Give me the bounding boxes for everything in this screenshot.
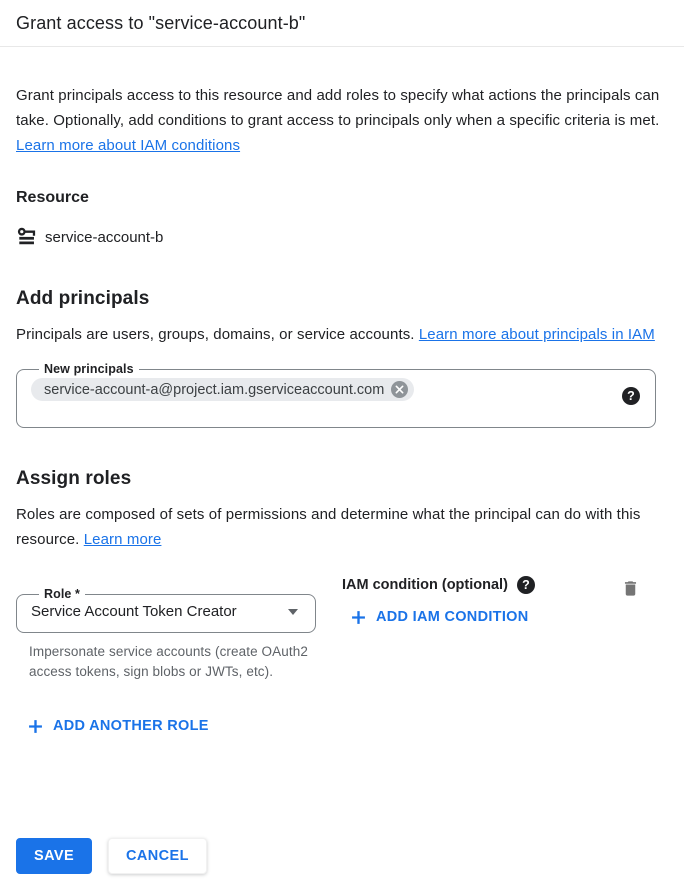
role-selected-value: Service Account Token Creator	[31, 603, 237, 620]
dialog-footer	[16, 838, 207, 874]
principal-chip-text: service-account-a@project.iam.gserviceaccount.com	[44, 381, 385, 398]
help-icon[interactable]: ?	[622, 387, 640, 405]
resource-heading: Resource	[16, 189, 89, 206]
role-label: Role *	[44, 587, 81, 601]
chevron-down-icon	[288, 609, 298, 615]
resource-item	[16, 226, 668, 248]
add-iam-condition-button[interactable]: ADD IAM CONDITION	[351, 609, 529, 625]
intro-text	[16, 83, 668, 158]
role-row	[16, 572, 668, 682]
roles-description: Roles are composed of sets of permissions and determine what the principal can do with this resource. Learn more	[16, 506, 641, 548]
iam-condition-section	[342, 572, 621, 630]
role-description: Impersonate service accounts (create OAuth2 access tokens, sign blobs or JWTs, etc).	[29, 644, 308, 679]
dialog-title: Grant access to "service-account-b"	[16, 13, 306, 33]
principal-chip	[31, 378, 414, 401]
iam-conditions-link[interactable]: Learn more about IAM conditions	[16, 137, 241, 154]
principals-learn-more-link[interactable]: Learn more about principals in IAM	[418, 326, 655, 343]
assign-roles-heading: Assign roles	[16, 468, 132, 489]
save-button[interactable]: SAVE	[16, 838, 92, 874]
plus-icon	[28, 719, 43, 734]
resource-name: service-account-b	[45, 228, 164, 246]
new-principals-label: New principals	[44, 362, 134, 376]
dialog-header	[0, 0, 684, 47]
intro-description: Grant principals access to this resource and add roles to specify what actions the principals can take. Optionally, add conditions to grant access to principals only when a specific criteria is met.	[16, 87, 660, 129]
close-icon[interactable]	[391, 381, 408, 398]
cancel-button[interactable]: CANCEL	[108, 838, 207, 874]
trash-icon	[621, 578, 640, 599]
condition-help-icon[interactable]: ?	[517, 576, 535, 594]
iam-condition-label: IAM condition (optional)	[342, 577, 508, 593]
service-account-icon	[16, 226, 38, 248]
plus-icon	[351, 610, 366, 625]
role-select[interactable]	[16, 587, 316, 633]
add-principals-heading: Add principals	[16, 288, 150, 309]
delete-role-button[interactable]	[621, 578, 640, 599]
principals-description: Principals are users, groups, domains, or service accounts. Learn more about principals in IAM	[16, 326, 655, 343]
new-principals-field[interactable]	[16, 362, 656, 428]
roles-learn-more-link[interactable]: Learn more	[83, 531, 162, 548]
add-another-role-button[interactable]: ADD ANOTHER ROLE	[28, 718, 209, 734]
